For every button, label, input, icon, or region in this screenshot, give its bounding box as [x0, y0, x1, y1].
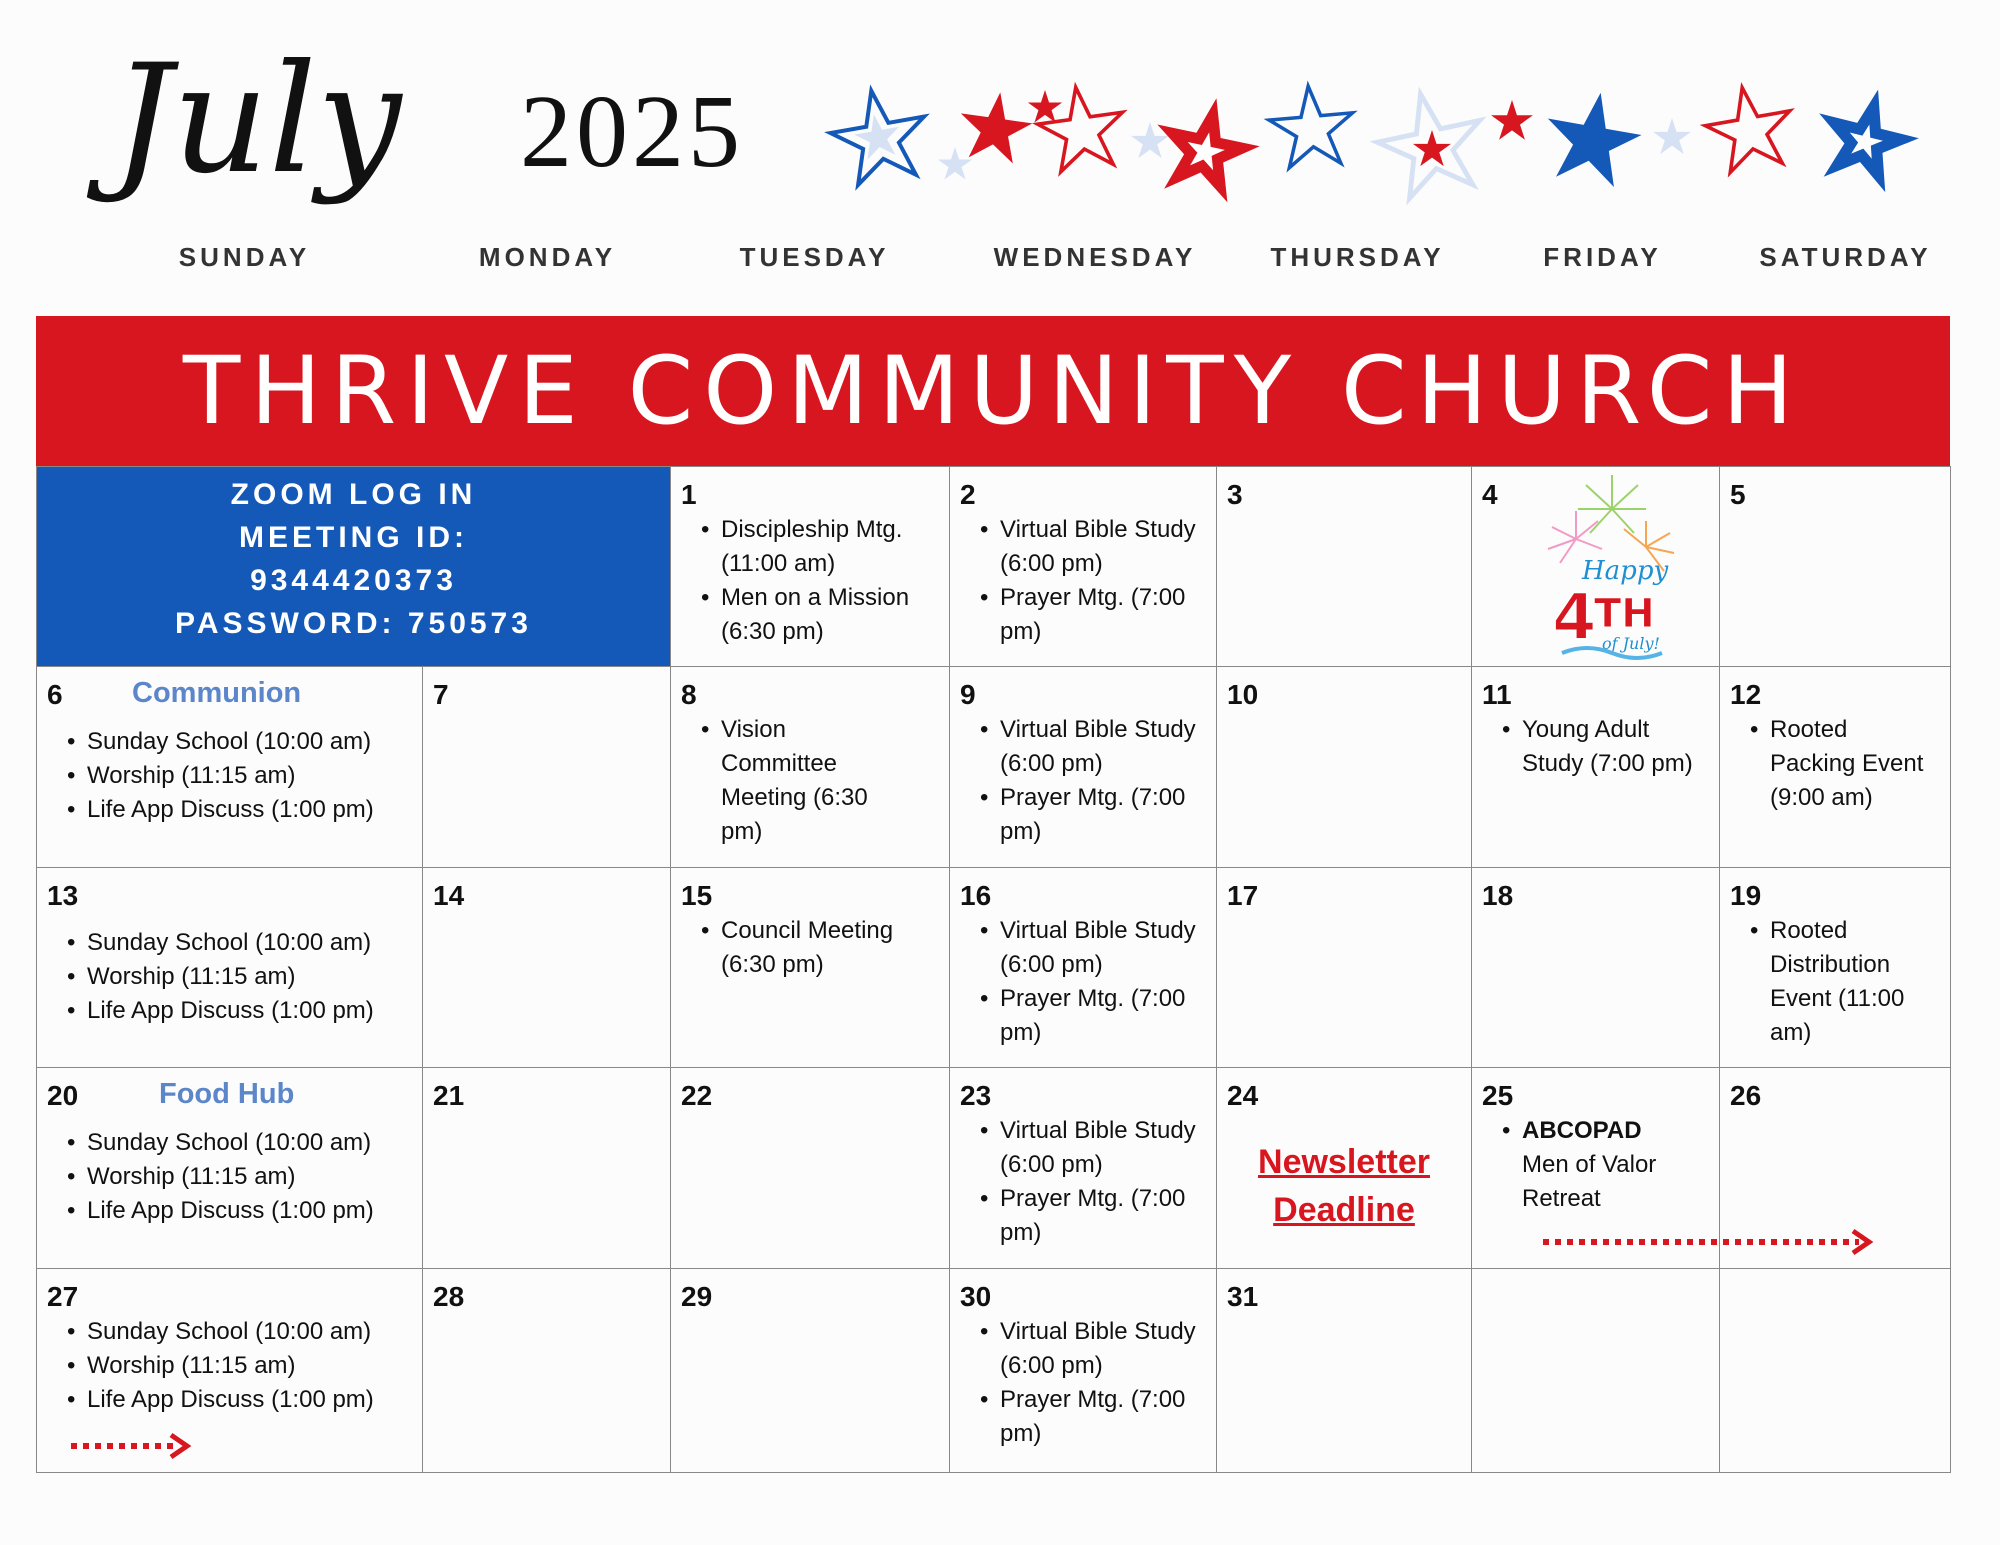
deadline-line: Newsletter — [1258, 1143, 1430, 1181]
svg-text:Happy: Happy — [1582, 556, 1669, 586]
zoom-title: ZOOM LOG IN — [230, 478, 477, 511]
weekday-thursday: THURSDAY — [1270, 242, 1445, 272]
event-item: • Prayer Mtg. (7:00 pm) — [980, 581, 1212, 649]
event-list — [1502, 713, 1702, 781]
star-icon — [955, 87, 1036, 165]
dotted-arrow-icon — [71, 1431, 201, 1461]
day-cell — [1217, 667, 1472, 868]
event-item: • Sunday School (10:00 am) — [67, 1126, 417, 1160]
event-item: • Council Meeting (6:30 pm) — [701, 914, 941, 982]
stars-decoration — [820, 70, 1940, 230]
event-item: • Worship (11:15 am) — [67, 1160, 417, 1194]
food-hub-label: Food Hub — [159, 1078, 295, 1110]
day-number: 27 — [47, 1281, 79, 1312]
weekday-wednesday: WEDNESDAY — [993, 242, 1197, 272]
event-item: • Virtual Bible Study (6:00 pm) — [980, 713, 1212, 781]
day-cell — [671, 667, 950, 868]
zoom-login-box — [37, 467, 671, 667]
day-number: 20 — [47, 1080, 79, 1111]
event-item: • Prayer Mtg. (7:00 pm) — [980, 781, 1212, 849]
weekday-friday: FRIDAY — [1543, 242, 1662, 272]
event-list — [1502, 1114, 1702, 1216]
svg-text:of July!: of July! — [1602, 634, 1660, 653]
zoom-meeting-label: MEETING ID: — [239, 521, 468, 554]
day-number: 7 — [433, 679, 449, 710]
event-list — [980, 713, 1212, 849]
star-icon — [938, 147, 972, 180]
weekday-tuesday: TUESDAY — [739, 242, 890, 272]
day-number: 2 — [960, 479, 976, 510]
event-bold: ABCOPAD — [1522, 1117, 1642, 1144]
day-number: 16 — [960, 880, 992, 911]
svg-text:4: 4 — [1552, 581, 1597, 655]
deadline-line: Deadline — [1273, 1191, 1415, 1229]
event-item: • Virtual Bible Study (6:00 pm) — [980, 513, 1212, 581]
weekday-saturday: SATURDAY — [1759, 242, 1932, 272]
star-icon — [1491, 100, 1533, 140]
day-cell — [37, 1068, 423, 1269]
day-number: 4 — [1482, 479, 1498, 510]
event-list — [701, 914, 941, 982]
event-item: • Worship (11:15 am) — [67, 759, 417, 793]
event-list — [701, 513, 941, 649]
day-number: 24 — [1227, 1080, 1259, 1111]
day-number: 29 — [681, 1281, 713, 1312]
church-banner — [36, 316, 1950, 466]
weekday-sunday: SUNDAY — [178, 242, 311, 272]
day-cell — [1720, 667, 1951, 868]
event-list — [67, 1126, 417, 1228]
event-item: • Life App Discuss (1:00 pm) — [67, 1194, 417, 1228]
day-cell — [1217, 1068, 1472, 1269]
day-cell — [37, 868, 423, 1068]
day-number: 17 — [1227, 880, 1259, 911]
day-number: 14 — [433, 880, 465, 911]
event-item: • Worship (11:15 am) — [67, 960, 417, 994]
day-number: 19 — [1730, 880, 1762, 911]
zoom-password: PASSWORD: 750573 — [175, 607, 532, 640]
empty-cell — [1472, 1269, 1720, 1473]
day-number: 13 — [47, 880, 79, 911]
day-cell — [671, 868, 950, 1068]
calendar-grid — [36, 466, 1951, 1473]
day-cell — [423, 667, 671, 868]
day-number: 22 — [681, 1080, 713, 1111]
event-item: • Sunday School (10:00 am) — [67, 725, 417, 759]
weekday-monday: MONDAY — [478, 242, 617, 272]
day-cell — [423, 1269, 671, 1473]
day-number: 28 — [433, 1281, 465, 1312]
day-number: 6 — [47, 679, 63, 710]
day-number: 31 — [1227, 1281, 1259, 1312]
day-number: 1 — [681, 479, 697, 510]
event-list — [1750, 914, 1930, 1050]
event-list — [67, 1315, 417, 1417]
empty-cell — [1720, 1269, 1951, 1473]
church-name: THRIVE COMMUNITY CHURCH — [182, 336, 1804, 446]
month-title: July — [112, 33, 402, 207]
event-item: • Young Adult Study (7:00 pm) — [1502, 713, 1702, 781]
day-number: 30 — [960, 1281, 992, 1312]
event-item: • Discipleship Mtg. (11:00 am) — [701, 513, 941, 581]
zoom-meeting-id: 9344420373 — [250, 564, 457, 597]
star-icon — [1538, 85, 1647, 191]
day-number: 26 — [1730, 1080, 1762, 1111]
event-item: • Rooted Distribution Event (11:00 am) — [1750, 914, 1930, 1050]
dotted-arrow-icon — [1543, 1227, 1883, 1257]
event-list — [980, 914, 1212, 1050]
event-item: • Life App Discuss (1:00 pm) — [67, 793, 417, 827]
day-cell — [950, 1269, 1217, 1473]
newsletter-deadline — [1217, 1138, 1471, 1234]
event-item: • Men on a Mission (6:30 pm) — [701, 581, 941, 649]
day-cell — [423, 868, 671, 1068]
event-item: • Rooted Packing Event (9:00 am) — [1750, 713, 1930, 815]
day-cell — [1217, 1269, 1472, 1473]
day-number: 23 — [960, 1080, 992, 1111]
star-icon — [851, 110, 903, 161]
day-number: 21 — [433, 1080, 465, 1111]
svg-text:TH: TH — [1594, 591, 1655, 637]
day-cell — [950, 467, 1217, 667]
day-cell — [1472, 667, 1720, 868]
day-cell — [1720, 868, 1951, 1068]
event-item: • Life App Discuss (1:00 pm) — [67, 1383, 417, 1417]
event-item: • Life App Discuss (1:00 pm) — [67, 994, 417, 1028]
day-cell — [423, 1068, 671, 1269]
day-cell — [671, 1068, 950, 1269]
event-list — [67, 926, 417, 1028]
year-title: 2025 — [520, 74, 744, 189]
day-number: 25 — [1482, 1080, 1514, 1111]
event-item: • Sunday School (10:00 am) — [67, 1315, 417, 1349]
event-text: Men of Valor Retreat — [1522, 1151, 1657, 1212]
event-list — [1750, 713, 1930, 815]
day-cell — [1472, 467, 1720, 667]
day-cell — [1217, 868, 1472, 1068]
event-list — [701, 713, 871, 849]
day-cell — [671, 467, 950, 667]
day-number: 9 — [960, 679, 976, 710]
event-item: • Worship (11:15 am) — [67, 1349, 417, 1383]
day-cell — [950, 667, 1217, 868]
day-number: 10 — [1227, 679, 1259, 710]
day-number: 12 — [1730, 679, 1762, 710]
day-number: 15 — [681, 880, 713, 911]
event-item: • Sunday School (10:00 am) — [67, 926, 417, 960]
event-list — [980, 1114, 1212, 1250]
day-cell — [671, 1269, 950, 1473]
event-list — [980, 1315, 1212, 1451]
day-cell — [37, 667, 423, 868]
day-number: 3 — [1227, 479, 1243, 510]
event-list — [67, 725, 417, 827]
event-item: • Virtual Bible Study (6:00 pm) — [980, 1114, 1212, 1182]
fireworks-4th-of-july-icon — [1542, 467, 1682, 662]
day-cell — [950, 1068, 1217, 1269]
event-item: • Virtual Bible Study (6:00 pm) — [980, 1315, 1212, 1383]
event-item: • Prayer Mtg. (7:00 pm) — [980, 1182, 1212, 1250]
day-number: 8 — [681, 679, 697, 710]
star-icon — [1653, 118, 1691, 154]
day-number: 11 — [1482, 679, 1512, 710]
star-icon — [1266, 83, 1356, 170]
day-cell — [1720, 467, 1951, 667]
event-item: • Prayer Mtg. (7:00 pm) — [980, 982, 1212, 1050]
event-item: • Vision Committee Meeting (6:30 pm) — [701, 713, 871, 849]
event-item: • Virtual Bible Study (6:00 pm) — [980, 914, 1212, 982]
star-icon — [1033, 81, 1129, 174]
star-icon — [1700, 80, 1798, 175]
communion-label: Communion — [132, 677, 302, 709]
day-number: 18 — [1482, 880, 1514, 911]
event-item — [1502, 1114, 1702, 1216]
day-number: 5 — [1730, 479, 1746, 510]
day-cell — [950, 868, 1217, 1068]
day-cell — [1472, 868, 1720, 1068]
event-list — [980, 513, 1212, 649]
star-icon — [1028, 90, 1062, 123]
event-item: • Prayer Mtg. (7:00 pm) — [980, 1383, 1212, 1451]
day-cell — [1217, 467, 1472, 667]
